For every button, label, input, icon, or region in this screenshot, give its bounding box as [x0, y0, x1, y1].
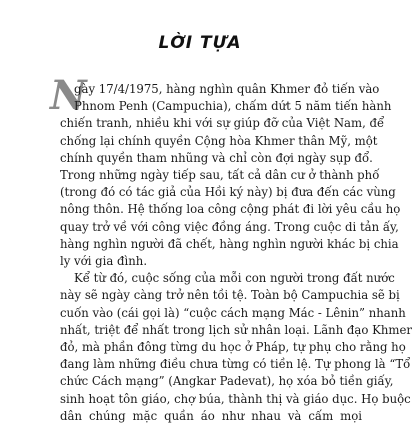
text-line: hàng nghìn người đã chết, hàng nghìn người khác bị chia — [60, 236, 399, 251]
text-line: nhất, triệt để nhất trong lịch sử nhân loại. Lãnh đạo Khmer — [60, 322, 412, 337]
text-line: chính quyền tham nhũng và chỉ còn đợi ngày sụp đổ. — [60, 150, 373, 165]
text-line: chống lại chính quyền Cộng hòa Khmer thân Mỹ, một — [60, 133, 378, 148]
page-title: LỜI TỰA — [158, 33, 242, 53]
text-line: nông thôn. Hệ thống loa công cộng phát đi lời yêu cầu họ — [60, 202, 401, 217]
text-line: quay trở về với công việc đồng áng. Trong cuộc di tản ấy, — [60, 219, 399, 234]
text-line: Kể từ đó, cuộc sống của mỗi con người trong đất nước — [74, 271, 395, 286]
text-line: ly với gia đình. — [60, 254, 148, 269]
text-line: chiến tranh, nhiều khi với sự giúp đỡ của Việt Nam, để — [60, 116, 385, 131]
text-line: gày 17/4/1975, hàng nghìn quân Khmer đỏ tiến vào — [74, 82, 380, 96]
text-line: Phnom Penh (Campuchia), chấm dứt 5 năm tiến hành — [74, 99, 392, 114]
paragraph-1-opening — [60, 81, 392, 115]
drop-cap: N — [50, 72, 87, 119]
text-line: đỏ, mà phần đông từng du học ở Pháp, tự phụ cho rằng họ — [60, 340, 406, 355]
text-line: Trong những ngày tiếp sau, tất cả dân cư ở thành phố — [60, 168, 380, 183]
text-line: này sẽ ngày càng trở nên tồi tệ. Toàn bộ Campuchia sẽ bị — [60, 288, 400, 303]
text-line: (trong đó có tác giả của Hồi ký này) bị đưa đến các vùng — [60, 185, 396, 200]
preface-body — [60, 81, 412, 425]
text-line: cuốn vào (cái gọi là) “cuộc cách mạng Mác - Lênin” nhanh — [60, 305, 406, 320]
text-line: đang làm những điều chưa từng có tiền lệ. Tự phong là “Tổ — [60, 357, 411, 372]
text-line: dân chúng mặc quần áo như nhau và cấm mọi — [60, 408, 362, 423]
text-line: sinh hoạt tôn giáo, chợ búa, thành thị và giáo dục. Họ buộc — [60, 391, 411, 406]
text-line: chức Cách mạng” (Angkar Padevat), họ xóa bỏ tiền giấy, — [60, 374, 394, 389]
